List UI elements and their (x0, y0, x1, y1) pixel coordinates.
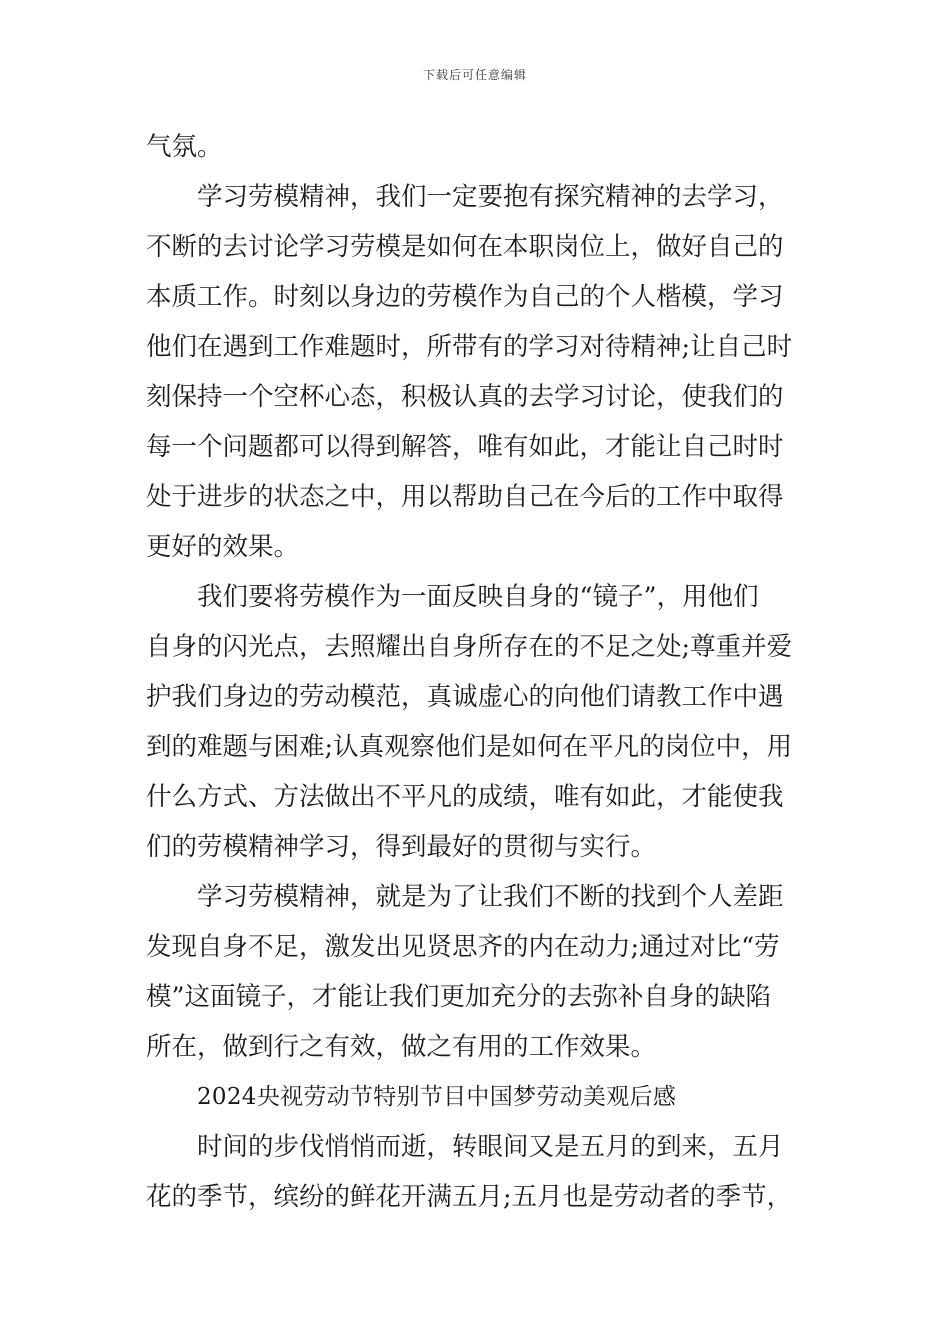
text-line: 们的劳模精神学习，得到最好的贯彻与实行。 (146, 832, 657, 862)
text-line: 刻保持一个空杯心态，积极认真的去学习讨论，使我们的 (146, 382, 784, 412)
text-line: 到的难题与困难;认真观察他们是如何在平凡的岗位中，用 (146, 732, 793, 762)
paragraph (146, 872, 806, 1072)
paragraph (146, 172, 806, 572)
text-line: 护我们身边的劳动模范，真诚虚心的向他们请教工作中遇 (146, 682, 784, 712)
text-line: 气氛。 (146, 132, 223, 162)
text-line: 模”这面镜子，才能让我们更加充分的去弥补自身的缺陷 (146, 982, 772, 1012)
text-line: 更好的效果。 (146, 532, 300, 562)
text-line: 所在，做到行之有效，做之有用的工作效果。 (146, 1032, 657, 1062)
text-line: 每一个问题都可以得到解答，唯有如此，才能让自己时时 (146, 432, 784, 462)
section-heading (146, 1072, 806, 1122)
text-line: 不断的去讨论学习劳模是如何在本职岗位上，做好自己的 (146, 232, 784, 262)
text-line: 他们在遇到工作难题时，所带有的学习对待精神;让自己时 (146, 332, 793, 362)
heading-line: 2024央视劳动节特别节目中国梦劳动美观后感 (197, 1084, 677, 1110)
text-line: 什么方式、方法做出不平凡的成绩，唯有如此，才能使我 (146, 782, 784, 812)
text-line: 我们要将劳模作为一面反映自身的“镜子”，用他们 (197, 582, 759, 612)
text-line: 时间的步伐悄悄而逝，转眼间又是五月的到来，五月 (197, 1132, 784, 1162)
page-header: 下载后可任意编辑 (422, 68, 527, 82)
text-line: 学习劳模精神，就是为了让我们不断的找到个人差距 (197, 882, 784, 912)
text-line: 自身的闪光点，去照耀出自身所存在的不足之处;尊重并爱 (146, 632, 793, 662)
text-line: 花的季节，缤纷的鲜花开满五月;五月也是劳动者的季节， (146, 1182, 793, 1212)
text-line: 发现自身不足，激发出见贤思齐的内在动力;通过对比“劳 (146, 932, 780, 962)
document-body (146, 122, 806, 1222)
paragraph (146, 1122, 806, 1222)
paragraph (146, 122, 806, 172)
text-line: 学习劳模精神，我们一定要抱有探究精神的去学习， (197, 182, 784, 212)
text-line: 处于进步的状态之中，用以帮助自己在今后的工作中取得 (146, 482, 784, 512)
paragraph (146, 572, 806, 872)
text-line: 本质工作。时刻以身边的劳模作为自己的个人楷模，学习 (146, 282, 784, 312)
